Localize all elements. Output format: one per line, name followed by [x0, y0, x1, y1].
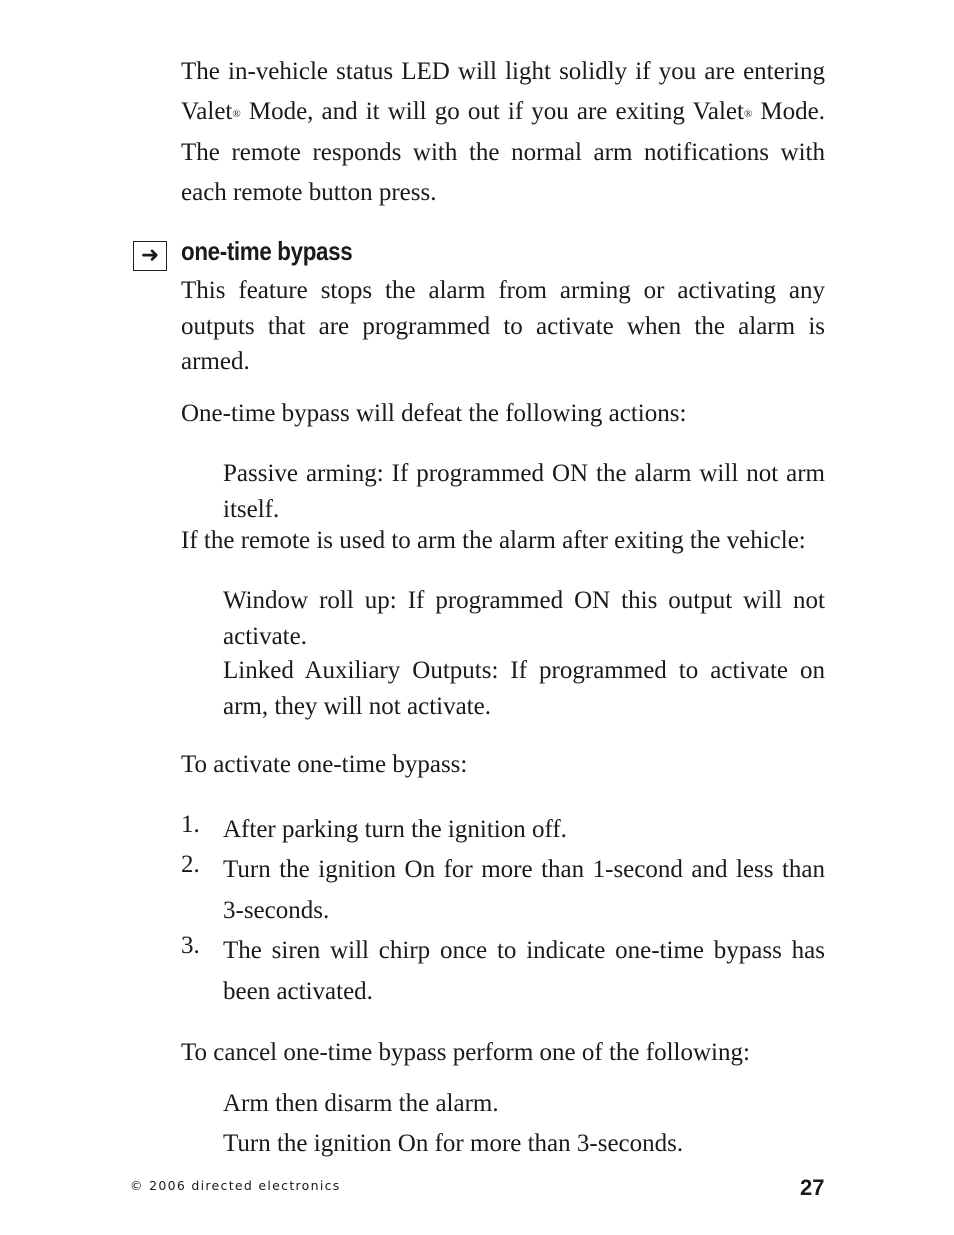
window-roll-up-item: Window roll up: If programmed ON this output will not activate. — [223, 587, 825, 650]
step-number: 1. — [181, 811, 200, 838]
page-number: 27 — [800, 1175, 825, 1200]
step-number: 3. — [181, 932, 200, 959]
defeat-intro: One-time bypass will defeat the following actions: — [181, 400, 687, 427]
linked-auxiliary-item: Linked Auxiliary Outputs: If programmed to activate on arm, they will not activate. — [223, 657, 825, 720]
intro-text-part1: The in-vehicle status LED will light solidly if you are entering Valet — [181, 58, 825, 126]
remote-intro: If the remote is used to arm the alarm after exiting the vehicle: — [181, 527, 806, 554]
activate-intro: To activate one-time bypass: — [181, 751, 468, 778]
step-text: After parking turn the ignition off. — [223, 816, 567, 843]
registered-mark: ® — [232, 108, 241, 121]
registered-mark: ® — [743, 108, 753, 121]
right-arrow-icon — [133, 241, 167, 271]
arrow-glyph: ➜ — [140, 243, 160, 268]
copyright-notice: © 2006 directed electronics — [130, 1178, 341, 1193]
step-text: Turn the ignition On for more than 1-second and less than 3-seconds. — [223, 856, 825, 924]
cancel-intro: To cancel one-time bypass perform one of the following: — [181, 1039, 750, 1066]
cancel-option: Turn the ignition On for more than 3-seconds. — [223, 1130, 684, 1157]
intro-text-part2: Mode, and it will go out if you are exiting Valet — [240, 98, 744, 126]
section-heading: one-time bypass — [181, 236, 353, 266]
cancel-option: Arm then disarm the alarm. — [223, 1090, 499, 1117]
passive-arming-item: Passive arming: If programmed ON the alarm will not arm itself. — [223, 460, 825, 523]
intro-text-part3: Mode. The remote responds with the normal arm notifications with each remote button press. — [181, 98, 825, 206]
step-text: The siren will chirp once to indicate one-time bypass has been activated. — [223, 937, 825, 1005]
step-number: 2. — [181, 851, 200, 878]
intro-paragraph — [181, 52, 825, 213]
section-description: This feature stops the alarm from arming or activating any outputs that are programmed to activate when the alarm is armed. — [181, 277, 825, 375]
